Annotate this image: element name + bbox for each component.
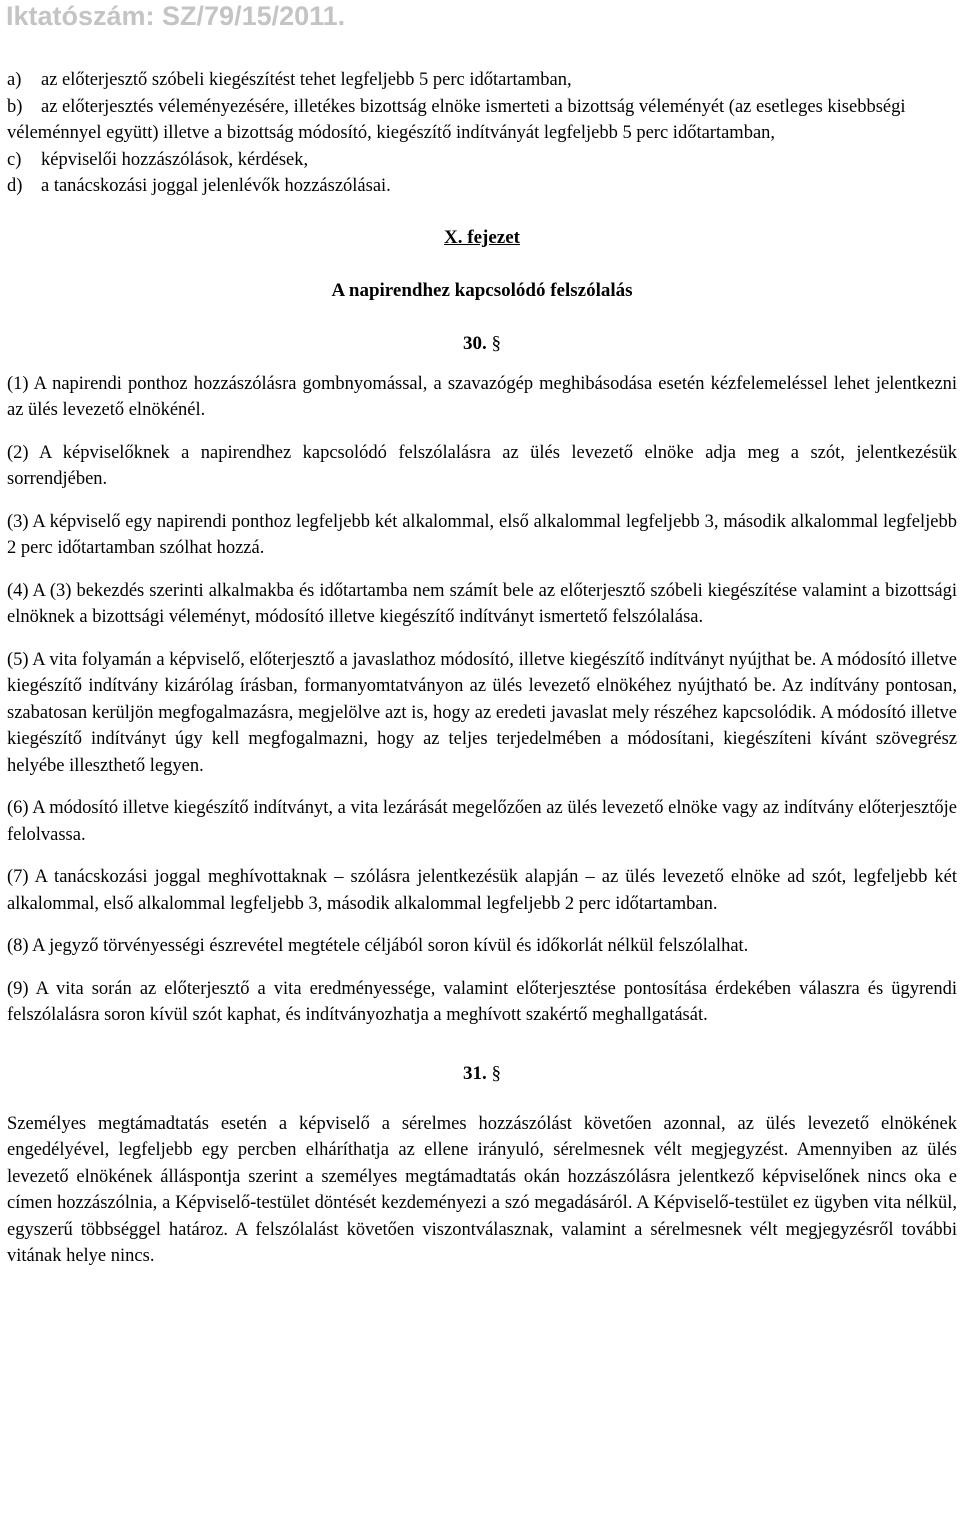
paragraph-2: (2) A képviselőknek a napirendhez kapcsolódó felszólalásra az ülés levezető elnöke adja meg a szót, jelentkezésük sorrendjében. [7, 442, 957, 489]
list-item [7, 147, 957, 174]
section-heading-30 [7, 331, 957, 357]
list-item [7, 173, 957, 200]
paragraph-5: (5) A vita folyamán a képviselő, előterjesztő a javaslathoz módosító, illetve kiegészítő indítványt nyújthat be. A módosító illetve kiegészítő indítvány kizárólag írásban, formanyomtatványon az ülés levezető elnökéhez nyújtható be. Az indítvány pontosan, szabatosan kerüljön megfogalmazásra, megjelölve azt is, hogy az eredeti javaslat mely részéhez kapcsolódik. A módosító illetve kiegészítő indítványt úgy kell megfogalmazni, hogy az teljes terjedelmében a módosítani, kiegészíteni kívánt szövegrész helyébe illeszthető legyen. [7, 649, 957, 776]
list-text: az előterjesztő szóbeli kiegészítést tehet legfeljebb 5 perc időtartamban, [41, 70, 572, 90]
document-body [7, 67, 957, 1270]
paragraph-6: (6) A módosító illetve kiegészítő indítványt, a vita lezárását megelőzően az ülés levezető elnöke vagy az indítvány előterjesztője felolvassa. [7, 798, 957, 845]
agenda-order-list [7, 67, 957, 200]
filing-number-watermark: Iktatószám: SZ/79/15/2011. [6, 1, 346, 31]
section-symbol: § [491, 1062, 501, 1084]
chapter-number-text: X. fejezet [444, 226, 520, 248]
paragraph-3: (3) A képviselő egy napirendi ponthoz legfeljebb két alkalommal, első alkalommal legfeljebb 3, második alkalommal legfeljebb 2 perc időtartamban szólhat hozzá. [7, 511, 957, 558]
list-marker: a) [7, 70, 22, 90]
paragraph-7: (7) A tanácskozási joggal meghívottaknak – szólásra jelentkezésük alapján – az ülés levezető elnöke ad szót, legfeljebb két alkalommal, első alkalommal legfeljebb 3, második alkalommal legfeljebb 2 perc időtartamban. [7, 867, 957, 914]
paragraph-8: (8) A jegyző törvényességi észrevétel megtétele céljából soron kívül és időkorlát nélkül felszólalhat. [7, 936, 749, 956]
list-marker: b) [7, 96, 23, 117]
list-marker: c) [7, 149, 22, 170]
paragraph-9: (9) A vita során az előterjesztő a vita eredményessége, valamint előterjesztése pontosítása érdekében válaszra és ügyrendi felszólalásra soron kívül szót kaphat, és indítványozhatja a meghívott szakértő meghallgatását. [7, 978, 957, 1025]
list-text: az előterjesztés véleményezésére, illetékes bizottság elnöke ismerteti a bizottság véleményét (az esetleges kisebbségi véleménnyel együtt) illetve a bizottság módosító, kiegészítő indítványát legfeljebb 5 perc időtartamban, [7, 96, 906, 143]
section-heading-31 [7, 1061, 957, 1087]
paragraph-4: (4) A (3) bekezdés szerinti alkalmakba és időtartamba nem számít bele az előterjesztő szóbeli kiegészítése valamint a bizottsági elnöknek a bizottsági véleményt, módosító illetve kiegészítő indítványt ismertető felszólalása. [7, 580, 957, 627]
list-marker: d) [7, 176, 23, 196]
list-text: a tanácskozási joggal jelenlévők hozzászólásai. [41, 176, 391, 196]
section-symbol: § [491, 332, 501, 354]
list-item [7, 94, 957, 147]
chapter-title: A napirendhez kapcsolódó felszólalás [331, 279, 633, 301]
paragraph-1: (1) A napirendi ponthoz hozzászólásra gombnyomással, a szavazógép meghibásodása esetén kézfelemeléssel lehet jelentkezni az ülés levezető elnökénél. [7, 373, 957, 420]
paragraph-31: Személyes megtámadtatás esetén a képviselő a sérelmes hozzászólást követően azonnal, az ülés levezető elnökének engedélyével, legfeljebb egy percben elháríthatja az ellene irányuló, sérelmesnek vélt megjegyzést. Amennyiben az ülés levezető elnökének álláspontja szerint a személyes megtámadtatás okán hozzászólásra jelentkező képviselőnek nincs oka e címen hozzászólnia, a Képviselő-testület döntését kezdeményezi a szó megadásáról. A Képviselő-testület ez ügyben vita nélkül, egyszerű többséggel határoz. A felszólalást követően viszontválasznak, valamint a sérelmesnek vélt megjegyzésről további vitának helye nincs. [7, 1113, 957, 1266]
section-number: 31. [463, 1062, 487, 1084]
list-item [7, 67, 957, 94]
list-text: képviselői hozzászólások, kérdések, [41, 149, 309, 170]
chapter-number [7, 225, 957, 251]
section-number: 30. [463, 332, 487, 354]
